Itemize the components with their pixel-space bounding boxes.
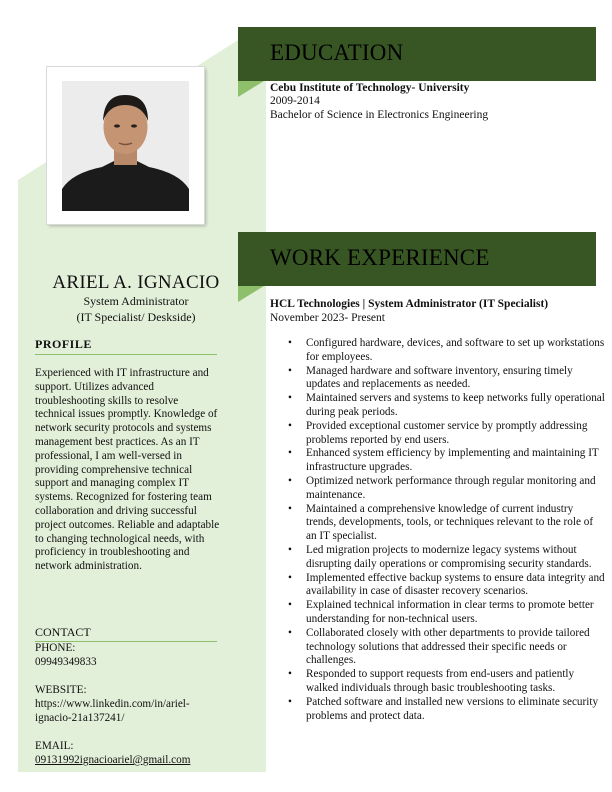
work-experience-heading: WORK EXPERIENCE	[270, 245, 490, 270]
person-name: ARIEL A. IGNACIO	[52, 272, 220, 293]
bullet-icon: •	[288, 543, 292, 556]
duty-text: Collaborated closely with other departments to provide tailored technology solutions that addressed their specific needs or challenges.	[306, 626, 590, 667]
job-title: HCL Technologies | System Administrator (IT Specialist)	[270, 298, 549, 310]
duty-text: Led migration projects to modernize legacy systems without disrupting daily operations or compromising security standards.	[306, 543, 592, 570]
duty-text: Provided exceptional customer service by promptly addressing problems reported by end users.	[306, 419, 588, 446]
duty-item	[288, 337, 606, 365]
education-institution: Cebu Institute of Technology- University	[270, 82, 470, 94]
education-banner	[238, 27, 596, 81]
profile-photo-frame	[47, 67, 204, 224]
duty-item	[288, 474, 606, 503]
duty-text: Maintained a comprehensive knowledge of current industry trends, developments, tools, or techniques relevant to the role of an IT specialist.	[306, 502, 594, 543]
duty-text: Explained technical information in clear terms to promote better understanding for non-technical users.	[306, 599, 594, 625]
duty-item	[288, 447, 606, 475]
bullet-icon: •	[288, 474, 292, 487]
duty-text: Optimized network performance through regular monitoring and maintenance.	[306, 474, 596, 501]
education-heading: EDUCATION	[270, 40, 404, 65]
duty-text: Responded to support requests from end-users and patiently walked individuals through basic troubleshooting tasks.	[306, 668, 575, 694]
bullet-icon: •	[288, 695, 292, 708]
person-role: System Administrator	[83, 294, 189, 308]
education-banner-fold	[238, 81, 264, 97]
duty-item	[288, 392, 606, 420]
bullet-icon: •	[288, 668, 292, 681]
education-years: 2009-2014	[270, 95, 320, 107]
duty-item	[288, 668, 606, 696]
duty-text: Implemented effective backup systems to ensure data integrity and availability in case of disaster recovery scenarios.	[306, 571, 605, 598]
website-line-2[interactable]: ignacio-21a137241/	[35, 712, 125, 724]
bullet-icon: •	[288, 599, 292, 612]
profile-photo	[62, 81, 189, 211]
contact-heading: CONTACT	[35, 625, 91, 639]
phone-label: PHONE:	[35, 642, 76, 654]
bullet-icon: •	[288, 571, 292, 584]
education-degree: Bachelor of Science in Electronics Engineering	[270, 109, 489, 121]
bullet-icon: •	[288, 447, 292, 460]
work-experience-banner-fold	[238, 286, 264, 302]
email-label: EMAIL:	[35, 740, 74, 752]
phone-value[interactable]: 09949349833	[35, 656, 97, 668]
duty-item	[288, 695, 606, 724]
profile-summary: Experienced with IT infrastructure and support. Utilizes advanced troubleshooting skills to resolve technical issues promptly. Knowledge of network security protocols and systems management best practices. As an IT professional, I am well-versed in providing comprehensive technical support and managing complex IT systems. Recognized for fostering team collaboration and driving successful project outcomes. Reliable and adaptable to changing technological needs, with proficiency in troubleshooting and network administration.	[35, 367, 220, 573]
bullet-icon: •	[288, 419, 292, 432]
duty-item	[288, 364, 606, 393]
duty-text: Patched software and installed new versions to eliminate security problems and protect data.	[306, 695, 599, 722]
duty-text: Maintained servers and systems to keep networks fully operational during peak periods.	[306, 392, 605, 418]
work-experience-banner	[238, 232, 596, 286]
profile-heading: PROFILE	[35, 337, 92, 351]
bullet-icon: •	[288, 626, 292, 639]
duty-item	[288, 419, 606, 448]
person-role-detail: (IT Specialist/ Deskside)	[76, 310, 196, 324]
duty-item	[288, 543, 606, 572]
duty-item	[288, 502, 606, 544]
website-line-1[interactable]: https://www.linkedin.com/in/ariel-	[35, 698, 190, 710]
profile-divider	[35, 354, 217, 355]
duty-text: Managed hardware and software inventory, ensuring timely updates and replacements as needed.	[306, 364, 573, 391]
duty-item	[288, 626, 606, 668]
bullet-icon: •	[288, 392, 292, 405]
duty-item	[288, 599, 606, 627]
bullet-icon: •	[288, 502, 292, 515]
duty-text: Configured hardware, devices, and software to set up workstations for employees.	[306, 337, 605, 363]
email-link[interactable]: 09131992ignacioariel@gmail.com	[35, 754, 191, 766]
duty-text: Enhanced system efficiency by implementing and maintaining IT infrastructure upgrades.	[306, 447, 599, 474]
bullet-icon: •	[288, 364, 292, 377]
website-label: WEBSITE:	[35, 684, 87, 696]
job-dates: November 2023- Present	[270, 312, 385, 324]
bullet-icon: •	[288, 337, 292, 349]
duties-list	[270, 337, 606, 723]
duty-item	[288, 571, 606, 600]
